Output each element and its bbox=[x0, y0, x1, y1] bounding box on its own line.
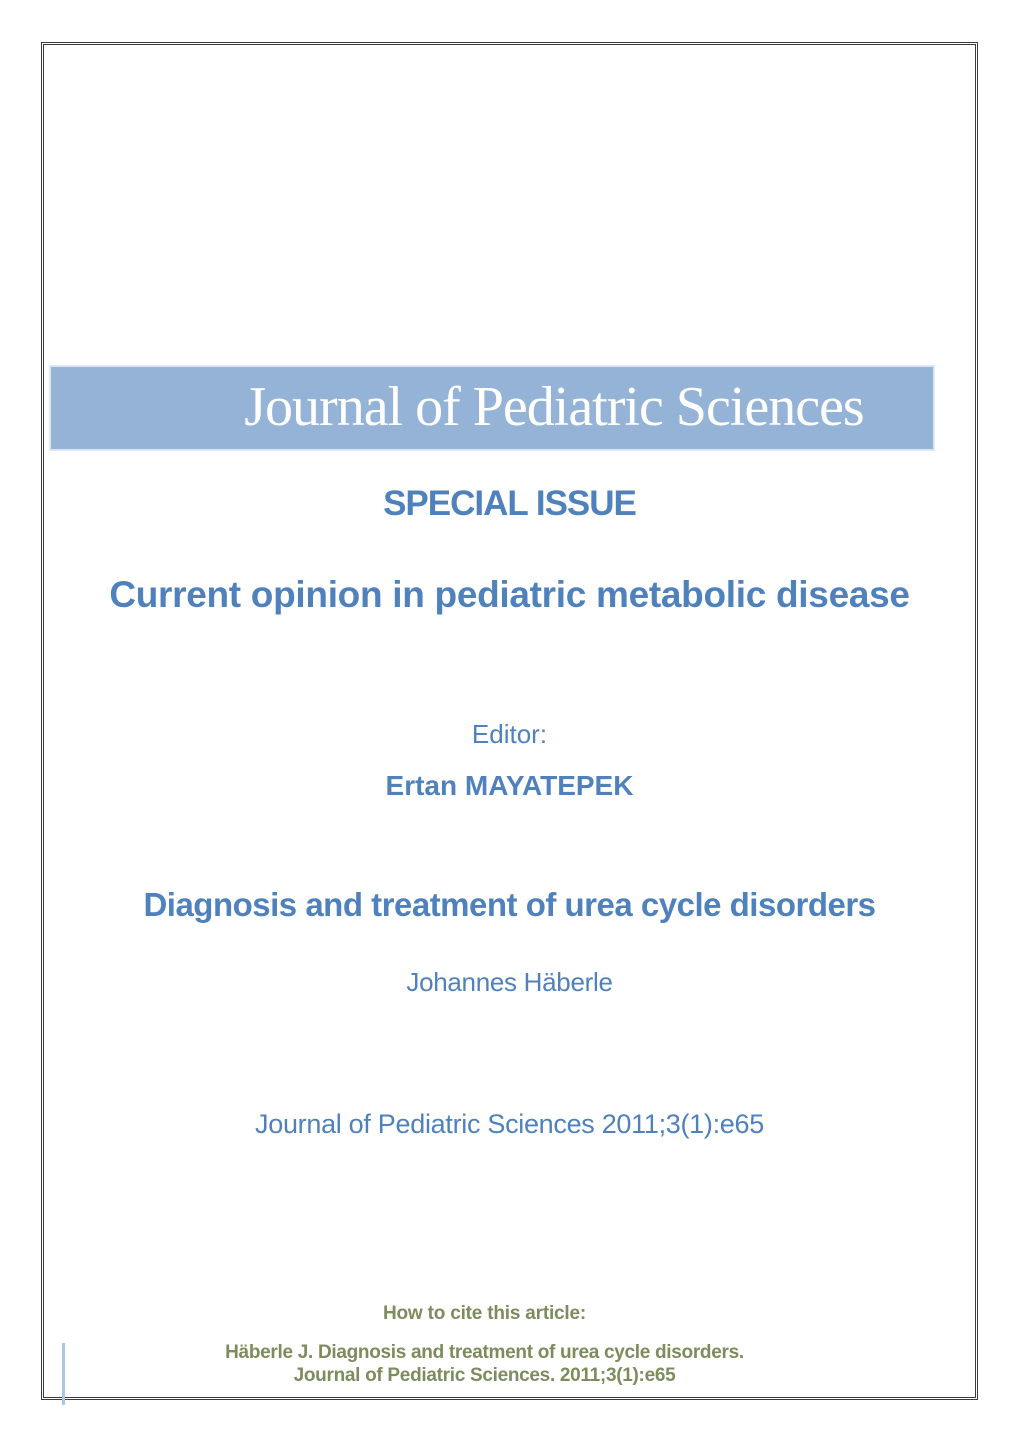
journal-title-banner bbox=[49, 365, 935, 451]
citation-heading: How to cite this article: bbox=[383, 1303, 586, 1324]
special-issue-heading: SPECIAL ISSUE bbox=[383, 484, 636, 523]
citation-lines bbox=[44, 1341, 925, 1387]
editor-name: Ertan MAYATEPEK bbox=[385, 770, 634, 801]
journal-title: Journal of Pediatric Sciences bbox=[244, 376, 864, 438]
article-author: Johannes Häberle bbox=[406, 967, 613, 997]
citation-line-1: Häberle J. Diagnosis and treatment of urea cycle disorders. bbox=[225, 1342, 744, 1363]
editor-label: Editor: bbox=[471, 719, 548, 749]
journal-reference: Journal of Pediatric Sciences 2011;3(1):e65 bbox=[255, 1109, 764, 1139]
citation-line-2: Journal of Pediatric Sciences. 2011;3(1):e65 bbox=[293, 1365, 676, 1386]
citation-block bbox=[44, 1303, 975, 1387]
page-border-frame bbox=[41, 42, 978, 1400]
cursor-artifact-line bbox=[62, 1343, 65, 1405]
series-title: Current opinion in pediatric metabolic disease bbox=[109, 574, 910, 615]
article-title: Diagnosis and treatment of urea cycle disorders bbox=[143, 886, 876, 923]
